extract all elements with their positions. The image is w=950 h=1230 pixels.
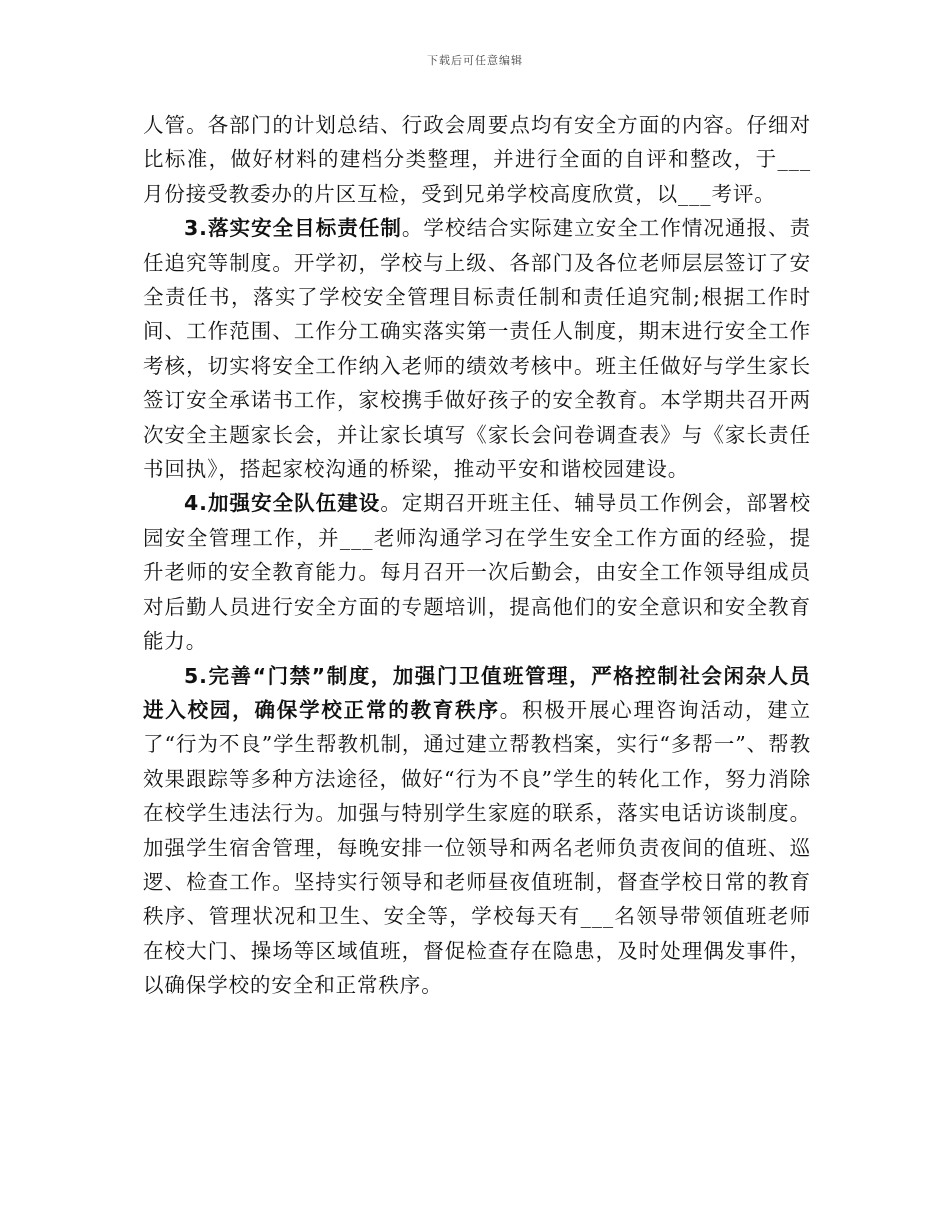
paragraph-section-4 — [143, 486, 811, 658]
document-body — [143, 108, 811, 1003]
paragraph-section-5 — [143, 659, 811, 1003]
section-4-heading: 4.加强安全队伍建设 — [184, 491, 381, 516]
paragraph-section-3 — [143, 211, 811, 486]
section-3-heading: 3.落实安全目标责任制 — [184, 216, 402, 241]
paragraph-continuation — [143, 108, 811, 211]
section-3-body: 。学校结合实际建立安全工作情况通报、责任追究等制度。开学初，学校与上级、各部门及各位老师层层签订了安全责任书，落实了学校安全管理目标责任制和责任追究制;根据工作时间、工作范围、工作分工确实落实第一责任人制度，期末进行安全工作考核，切实将安全工作纳入老师的绩效考核中。班主任做好与学生家长签订安全承诺书工作，家校携手做好孩子的安全教育。本学期共召开两次安全主题家长会，并让家长填写《家长会问卷调查表》与《家长责任书回执》，搭起家校沟通的桥梁，推动平安和谐校园建设。 — [143, 216, 811, 482]
section-5-body: 。积极开展心理咨询活动，建立了“行为不良”学生帮教机制，通过建立帮教档案，实行“多帮一”、帮教效果跟踪等多种方法途径，做好“行为不良”学生的转化工作，努力消除在校学生违法行为。加强与特别学生家庭的联系，落实电话访谈制度。加强学生宿舍管理，每晚安排一位领导和两名老师负责夜间的值班、巡逻、检查工作。坚持实行领导和老师昼夜值班制，督查学校日常的教育秩序、管理状况和卫生、安全等，学校每天有___名领导带领值班老师在校大门、操场等区域值班，督促检查存在隐患，及时处理偶发事件，以确保学校的安全和正常秩序。 — [143, 697, 811, 998]
paragraph-1-body: 人管。各部门的计划总结、行政会周要点均有安全方面的内容。仔细对比标准，做好材料的建档分类整理，并进行全面的自评和整改，于___月份接受教委办的片区互检，受到兄弟学校高度欣赏，以___考评。 — [143, 113, 811, 206]
page-header: 下载后可任意编辑 — [427, 54, 523, 67]
section-4-body: 。定期召开班主任、辅导员工作例会，部署校园安全管理工作，并___老师沟通学习在学生安全工作方面的经验，提升老师的安全教育能力。每月召开一次后勤会，由安全工作领导组成员对后勤人员进行安全方面的专题培训，提高他们的安全意识和安全教育能力。 — [143, 491, 811, 654]
section-5-heading: 5.完善“门禁”制度，加强门卫值班管理，严格控制社会闲杂人员进入校园，确保学校正常的教育秩序 — [143, 663, 811, 722]
